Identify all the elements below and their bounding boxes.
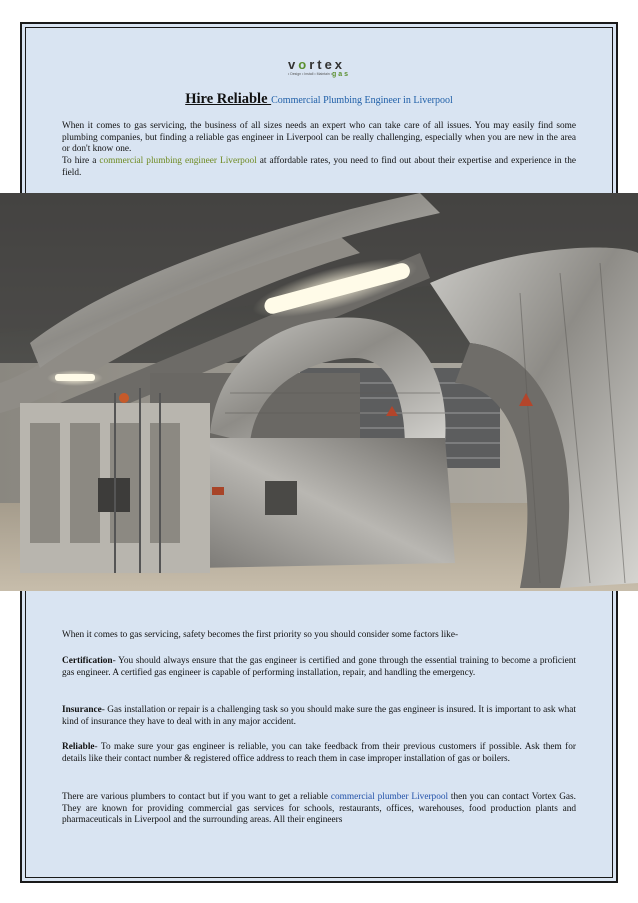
final-paragraph: There are various plumbers to contact but if you want to get a reliable commercial plumber Liverpool then you can contact Vortex Gas. They are known for providing commercial gas services for schools, restaurants, offices, warehouses, food production plants and pharmaceuticals in Liverpool and the surrounding areas. All their engineers xyxy=(62,792,576,826)
page-title xyxy=(0,90,638,108)
insurance-paragraph: Insurance- Gas installation or repair is a challenging task so you should make sure the gas engineer is insured. It is important to ask what kind of insurance they have to deal with in any major accident. xyxy=(62,705,576,727)
certification-paragraph: Certification- You should always ensure that the gas engineer is certified and gone through the essential training to become a proficient gas engineer. A certified gas engineer is capable of performing installation, repair, and handling the emergency. xyxy=(62,656,576,678)
reliable-paragraph: Reliable- To make sure your gas engineer is reliable, you can take feedback from their previous customers if possible. Ask them for details like their contact number & registered office address to reach them in case improper installation of gas or boilers. xyxy=(62,742,576,764)
title-sub: Commercial Plumbing Engineer in Liverpool xyxy=(271,95,453,106)
intro-paragraph-2: To hire a commercial plumbing engineer Liverpool at affordable rates, you need to find out about their expertise and experience in the field. xyxy=(62,156,577,178)
commercial-plumbing-engineer-link[interactable]: commercial plumbing engineer Liverpool xyxy=(99,156,257,166)
intro-paragraph-1: When it comes to gas servicing, the business of all sizes needs an expert who can take care of all issues. You may easily find some plumbing companies, but finding a reliable gas engineer in Liverpool can be really challenging, especially when you are new in the area or don't know one. xyxy=(62,121,576,155)
insurance-label: Insurance xyxy=(62,705,102,715)
vortex-gas-logo xyxy=(288,58,352,82)
certification-label: Certification xyxy=(62,656,113,666)
commercial-plumber-liverpool-link[interactable]: commercial plumber Liverpool xyxy=(330,792,449,802)
safety-lead-paragraph: When it comes to gas servicing, safety becomes the first priority so you should consider some factors like- xyxy=(62,630,459,640)
reliable-label: Reliable xyxy=(62,742,95,752)
logo-gas-text: gas xyxy=(332,71,351,78)
title-main: Hire Reliable xyxy=(185,91,272,107)
logo-tagline: • Design • Install • Maintain • xyxy=(288,72,333,76)
ductwork-photo xyxy=(0,193,638,591)
logo-wordmark: vortex xyxy=(288,57,346,72)
